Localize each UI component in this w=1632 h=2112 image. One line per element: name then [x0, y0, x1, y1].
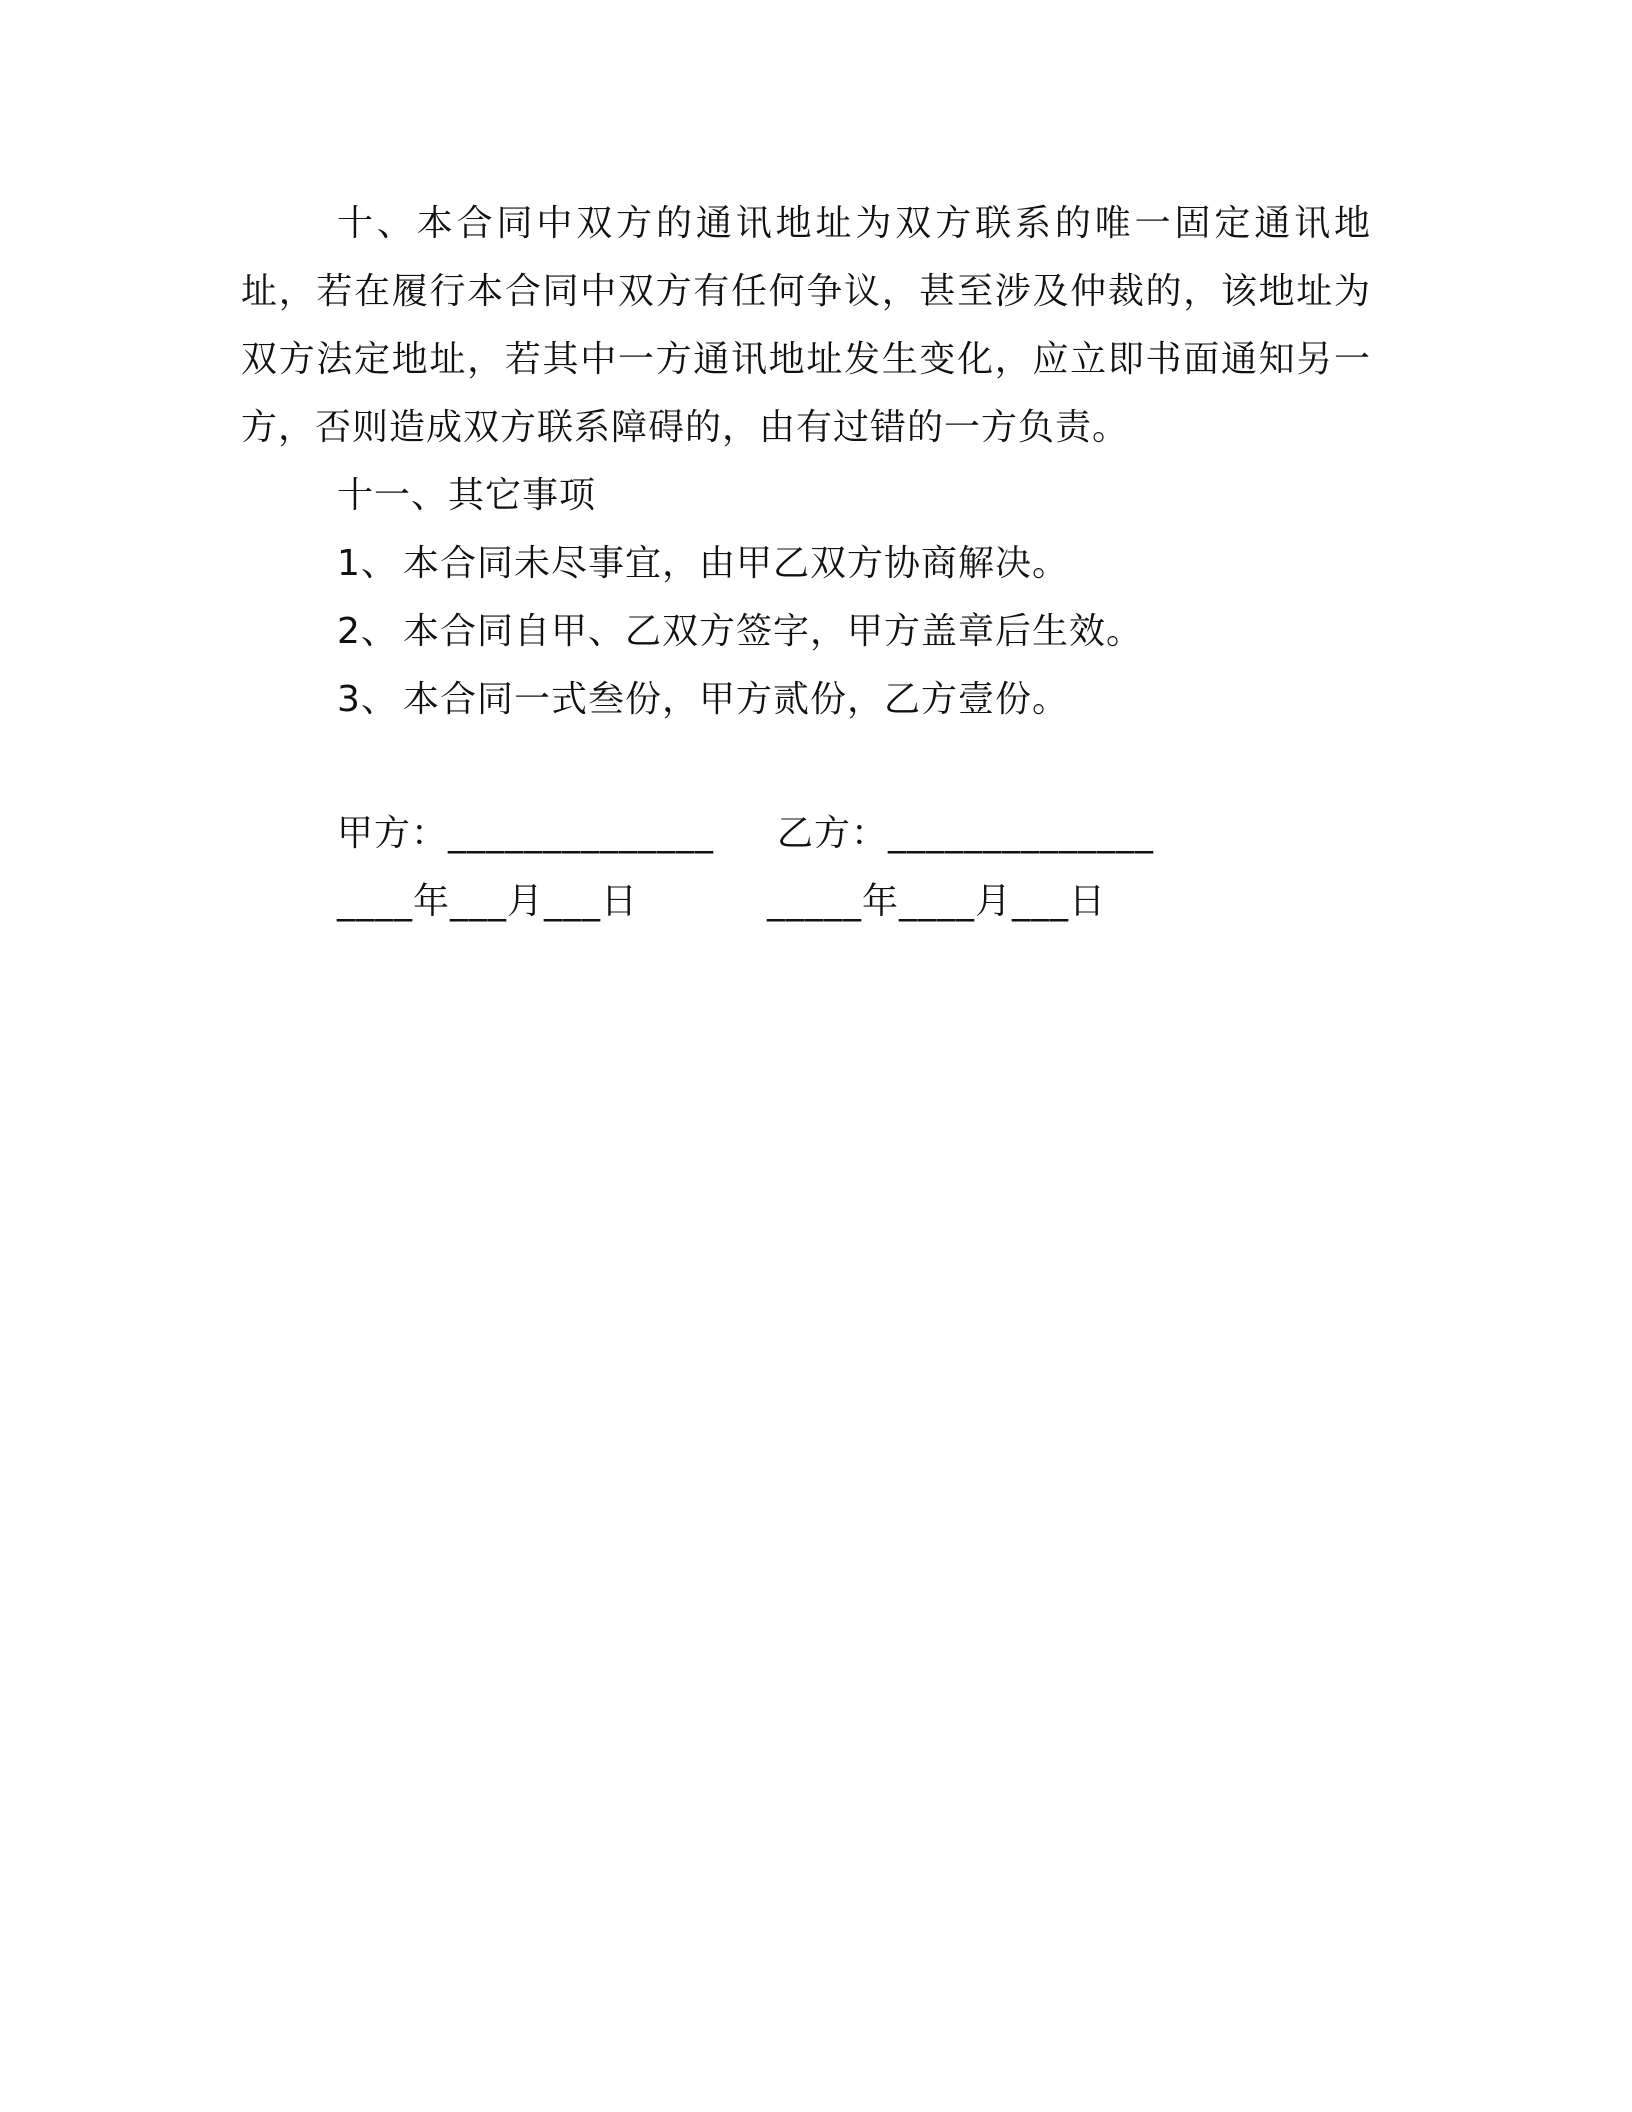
party-a-signature-line: 甲方：______________ [337, 813, 715, 854]
clause-ten-paragraph: 十、本合同中双方的通讯地址为双方联系的唯一固定通讯地址，若在履行本合同中双方有任何争议，甚至涉及仲裁的，该地址为双方法定地址，若其中一方通讯地址发生变化，应立即书面通知另一方，否则造成双方联系障碍的，由有过错的一方负责。 [241, 203, 1371, 448]
clause-eleven-heading: 十一、其它事项 [337, 475, 597, 516]
item-text: 本合同自甲、乙双方签字，甲方盖章后生效。 [403, 611, 1144, 652]
signature-block [241, 800, 1371, 936]
item-text: 本合同未尽事宜，由甲乙双方协商解决。 [403, 543, 1070, 584]
date-row [337, 868, 1371, 936]
clause-eleven-item-3 [241, 666, 1371, 734]
party-a-date-line: ____年___月___日 [337, 881, 639, 922]
clause-eleven-item-2 [241, 598, 1371, 666]
contract-body [241, 190, 1371, 936]
item-number: 2、 [337, 611, 398, 652]
party-b-signature-line: 乙方：______________ [777, 813, 1155, 854]
item-number: 3、 [337, 679, 398, 720]
party-b-date-line: _____年____月___日 [767, 881, 1107, 922]
clause-eleven-item-1 [241, 530, 1371, 598]
item-text: 本合同一式叁份，甲方贰份，乙方壹份。 [403, 679, 1070, 720]
signature-row [337, 800, 1371, 868]
item-number: 1、 [337, 543, 398, 584]
